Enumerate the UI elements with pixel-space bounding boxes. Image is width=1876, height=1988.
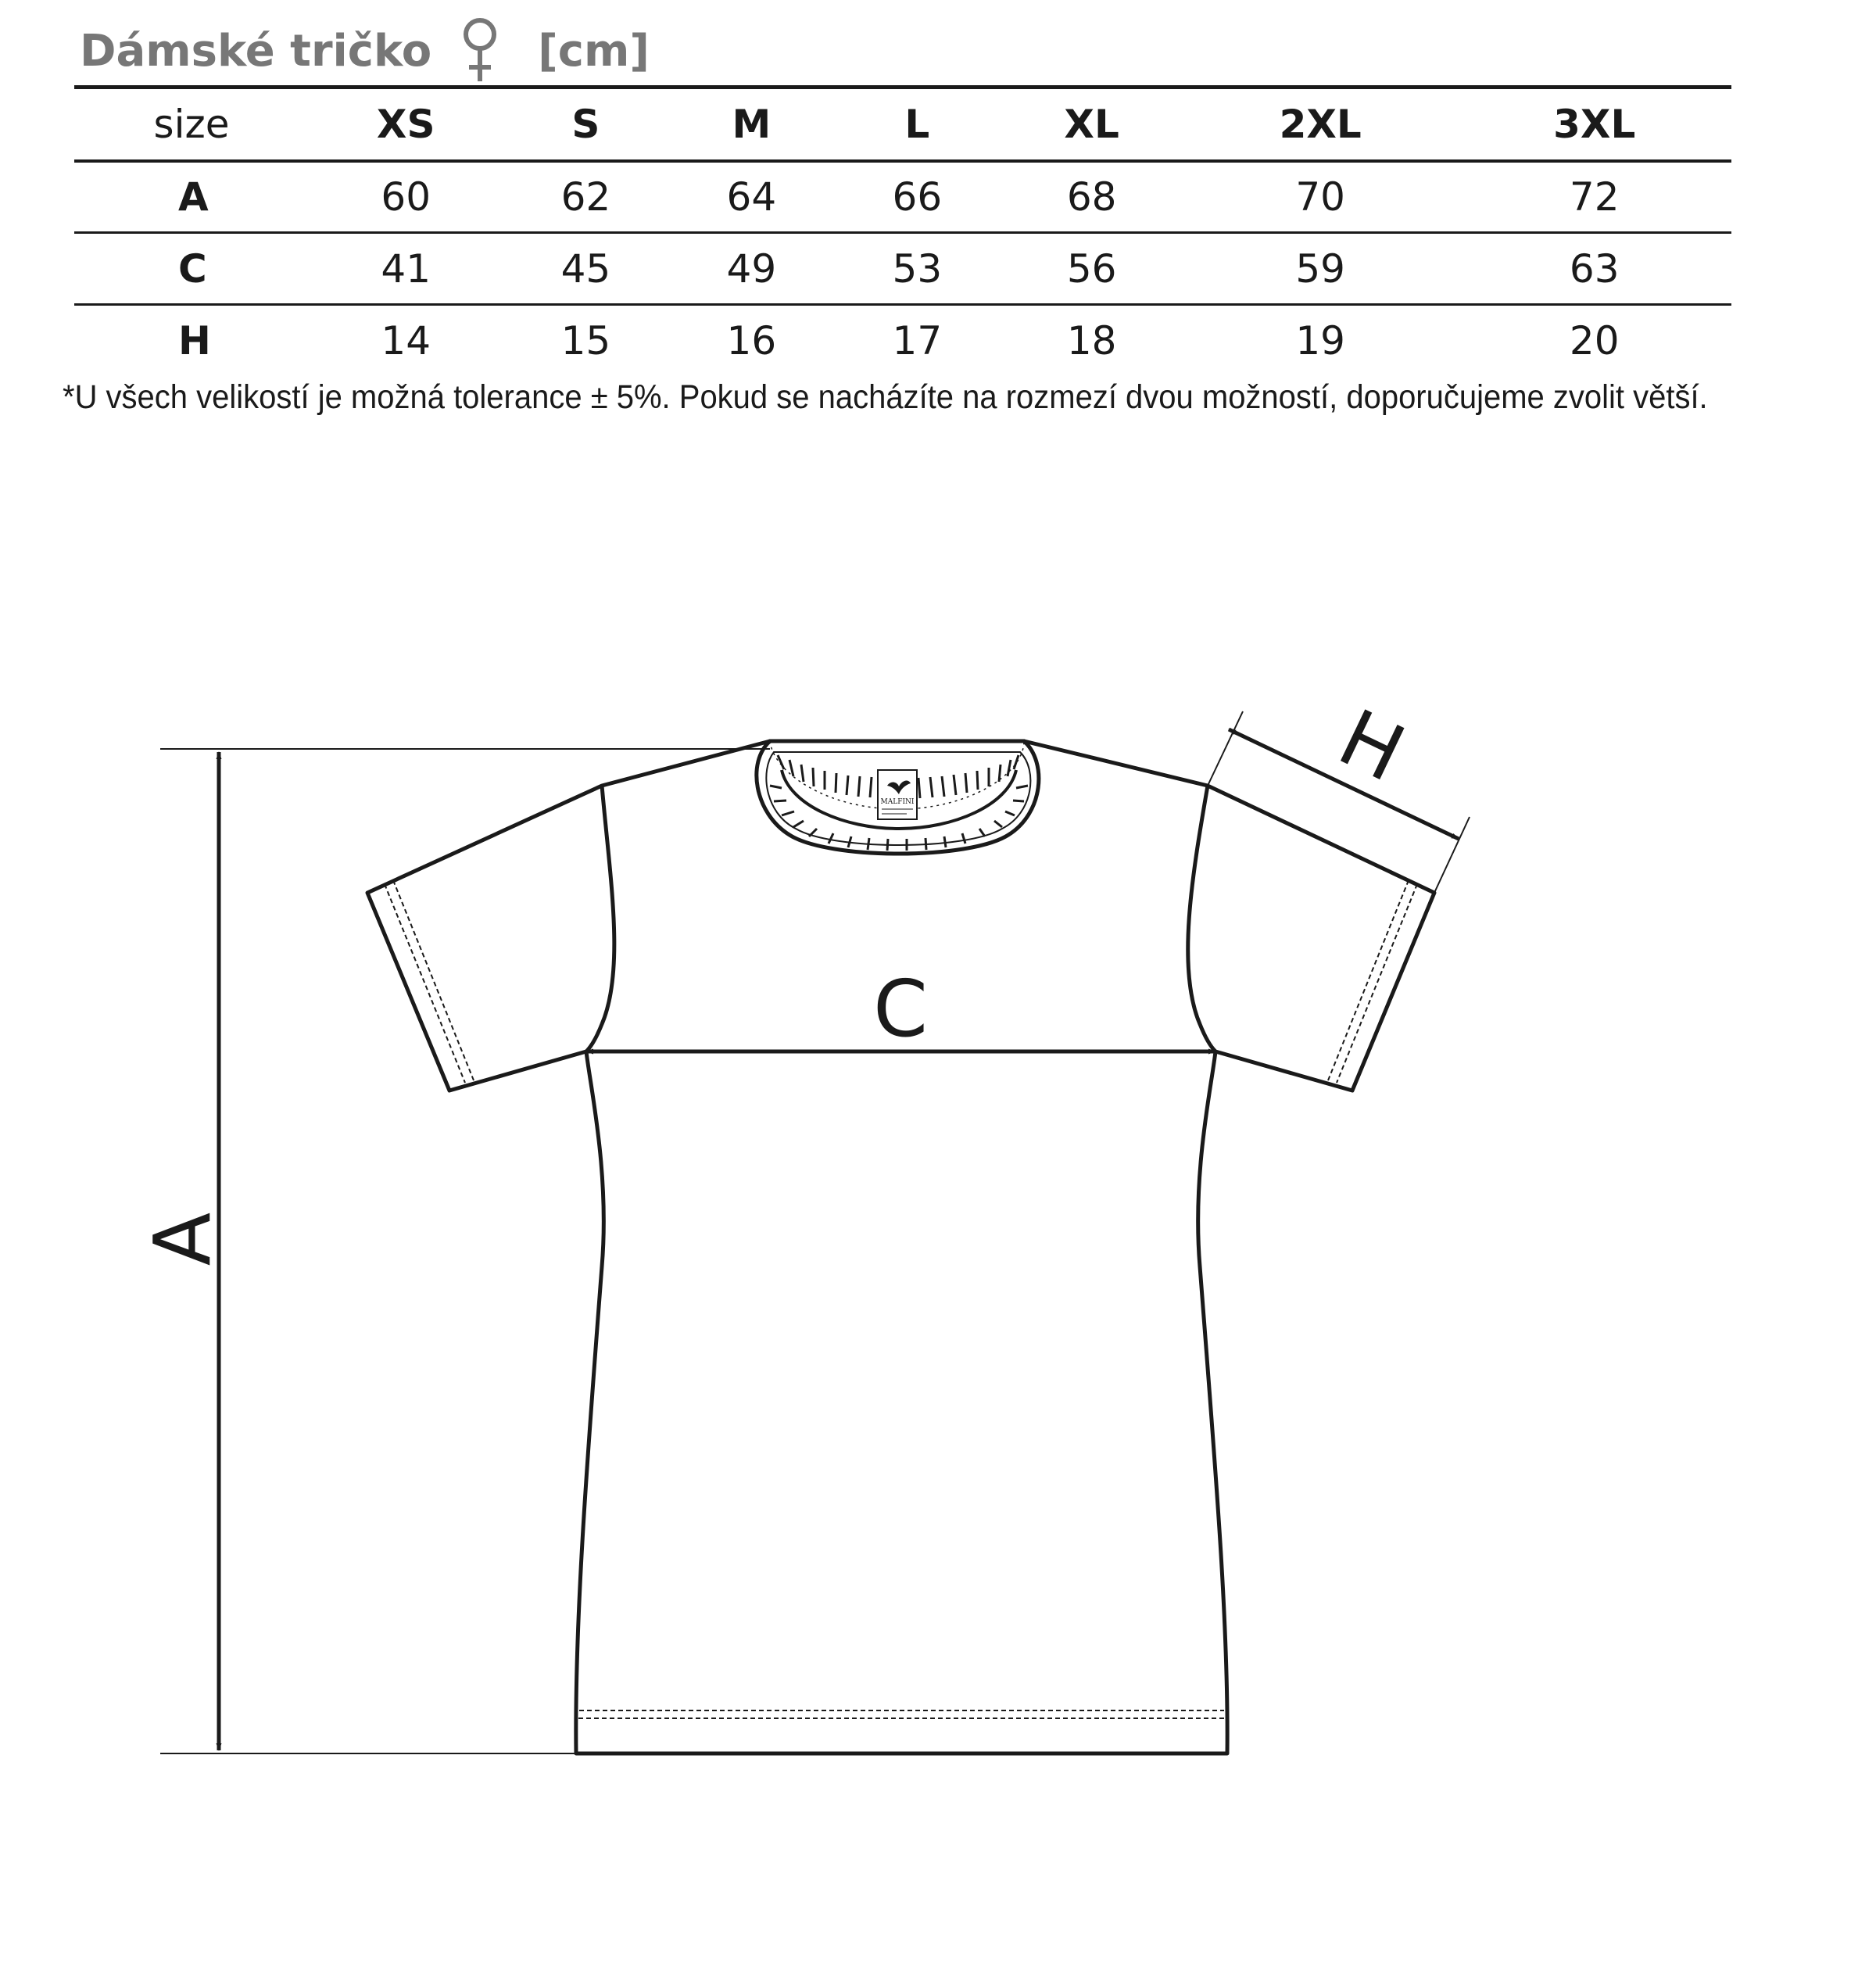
table-cell: 64: [726, 174, 777, 220]
table-cell: 59: [1295, 245, 1345, 292]
size-header-xs: XS: [376, 101, 435, 147]
size-header-xl: XL: [1064, 101, 1119, 147]
measurement-a: [137, 749, 770, 1753]
table-cell: 41: [381, 245, 431, 292]
row-label: H: [178, 318, 211, 364]
measurement-h: [1208, 692, 1470, 893]
size-header-m: M: [732, 101, 772, 147]
table-cell: 45: [560, 245, 611, 292]
table-cell: 17: [892, 318, 943, 364]
table-cell: 53: [892, 245, 943, 292]
title-text: Dámské tričko: [80, 25, 432, 77]
row-label: C: [178, 245, 207, 292]
guide-line-h-start: [1208, 711, 1243, 786]
measurement-c: [586, 963, 1215, 1055]
tshirt-body-outline: [367, 741, 1434, 1753]
table-cell: 19: [1295, 318, 1345, 364]
dimension-label-a: A: [137, 1212, 228, 1266]
table-cell: 14: [381, 318, 431, 364]
neck-label: [878, 770, 917, 819]
size-header-3xl: 3XL: [1553, 101, 1636, 147]
table-cell: 63: [1569, 245, 1620, 292]
size-header-s: S: [571, 101, 600, 147]
table-cell: 72: [1569, 174, 1620, 220]
table-cell: 20: [1569, 318, 1620, 364]
table-cell: 56: [1066, 245, 1117, 292]
dimension-label-h: H: [1325, 691, 1418, 800]
table-cell: 62: [560, 174, 611, 220]
table-cell: 16: [726, 318, 777, 364]
table-cell: 18: [1066, 318, 1117, 364]
size-header-l: L: [904, 101, 930, 147]
bottom-hem-stitching: [578, 1710, 1225, 1718]
table-cell: 15: [560, 318, 611, 364]
right-armhole-seam: [1188, 786, 1215, 1051]
table-cell: 68: [1066, 174, 1117, 220]
row-label: A: [178, 174, 209, 220]
unit-label: [cm]: [538, 25, 650, 77]
table-cell: 49: [726, 245, 777, 292]
left-armhole-seam: [586, 786, 614, 1051]
tolerance-note: *U všech velikostí je možná tolerance ± 5%. Pokud se nacházíte na rozmezí dvou možností, doporučujeme zvolit větší.: [63, 378, 1708, 416]
size-column-label: size: [153, 101, 230, 147]
table-cell: 70: [1295, 174, 1345, 220]
size-header-2xl: 2XL: [1279, 101, 1362, 147]
table-cell: 60: [381, 174, 431, 220]
tshirt-outline: [367, 741, 1434, 1753]
dimension-label-c: C: [873, 963, 928, 1055]
table-cell: 66: [892, 174, 943, 220]
brand-logo-text: MALFINI: [880, 798, 915, 806]
